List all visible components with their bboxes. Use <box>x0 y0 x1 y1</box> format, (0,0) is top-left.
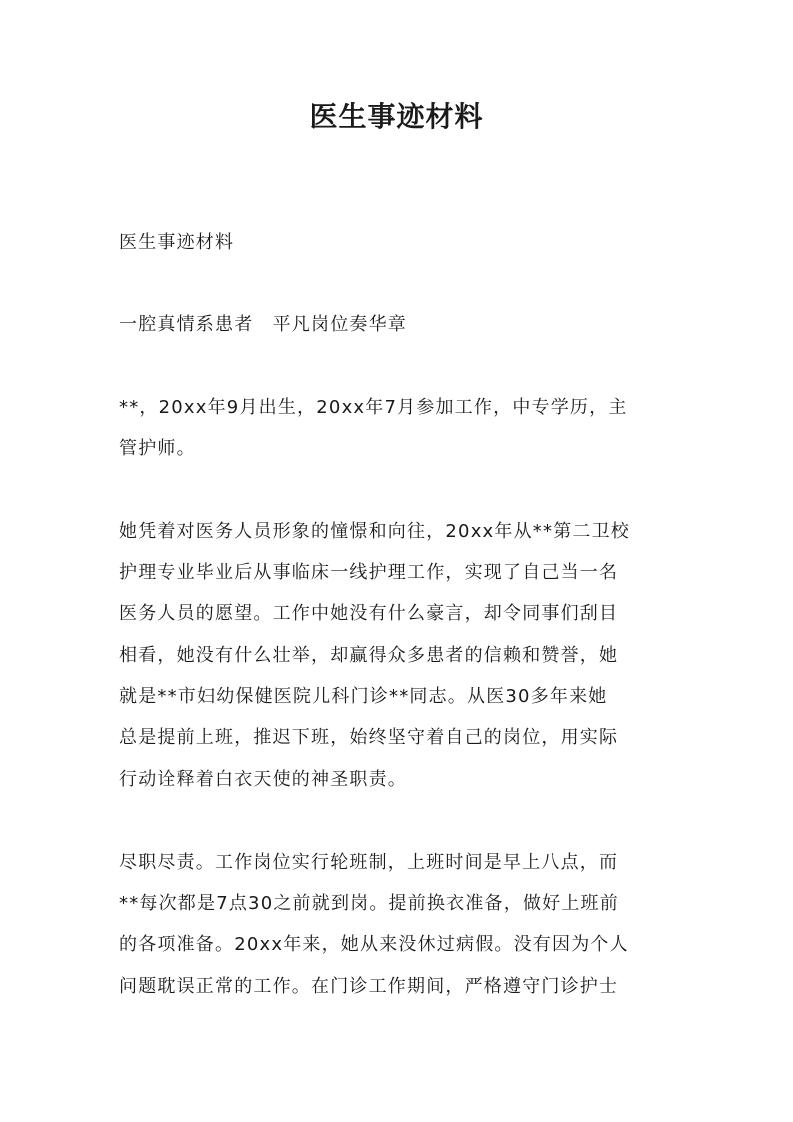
paragraph-3-line-2: **每次都是7点30之前就到岗。提前换衣准备，做好上班前 <box>119 893 619 914</box>
document-title: 医生事迹材料 <box>309 100 484 133</box>
paragraph-2-line-5: 就是**市妇幼保健医院儿科门诊**同志。从医30多年来她 <box>119 686 608 707</box>
paragraph-1-line-1: **，20xx年9月出生，20xx年7月参加工作，中专学历，主 <box>119 397 628 418</box>
paragraph-3-line-1: 尽职尽责。工作岗位实行轮班制，上班时间是早上八点，而 <box>119 852 619 873</box>
section-heading: 一腔真情系患者 平凡岗位奏华章 <box>119 314 407 335</box>
paragraph-2-line-3: 医务人员的愿望。工作中她没有什么豪言，却令同事们刮目 <box>119 603 619 624</box>
paragraph-2-line-4: 相看，她没有什么壮举，却赢得众多患者的信赖和赞誉，她 <box>119 645 619 666</box>
paragraph-1-line-2: 管护师。 <box>119 438 196 459</box>
paragraph-2-line-1: 她凭着对医务人员形象的憧憬和向往，20xx年从**第二卫校 <box>119 521 631 542</box>
document-subtitle: 医生事迹材料 <box>119 232 235 253</box>
paragraph-3-line-3: 的各项准备。20xx年来，她从来没休过病假。没有因为个人 <box>119 934 629 955</box>
paragraph-2-line-7: 行动诠释着白衣天使的神圣职责。 <box>119 769 407 790</box>
paragraph-2-line-2: 护理专业毕业后从事临床一线护理工作，实现了自己当一名 <box>119 562 619 583</box>
paragraph-2-line-6: 总是提前上班，推迟下班，始终坚守着自己的岗位，用实际 <box>119 727 619 748</box>
paragraph-3-line-4: 问题耽误正常的工作。在门诊工作期间，严格遵守门诊护士 <box>119 976 619 997</box>
